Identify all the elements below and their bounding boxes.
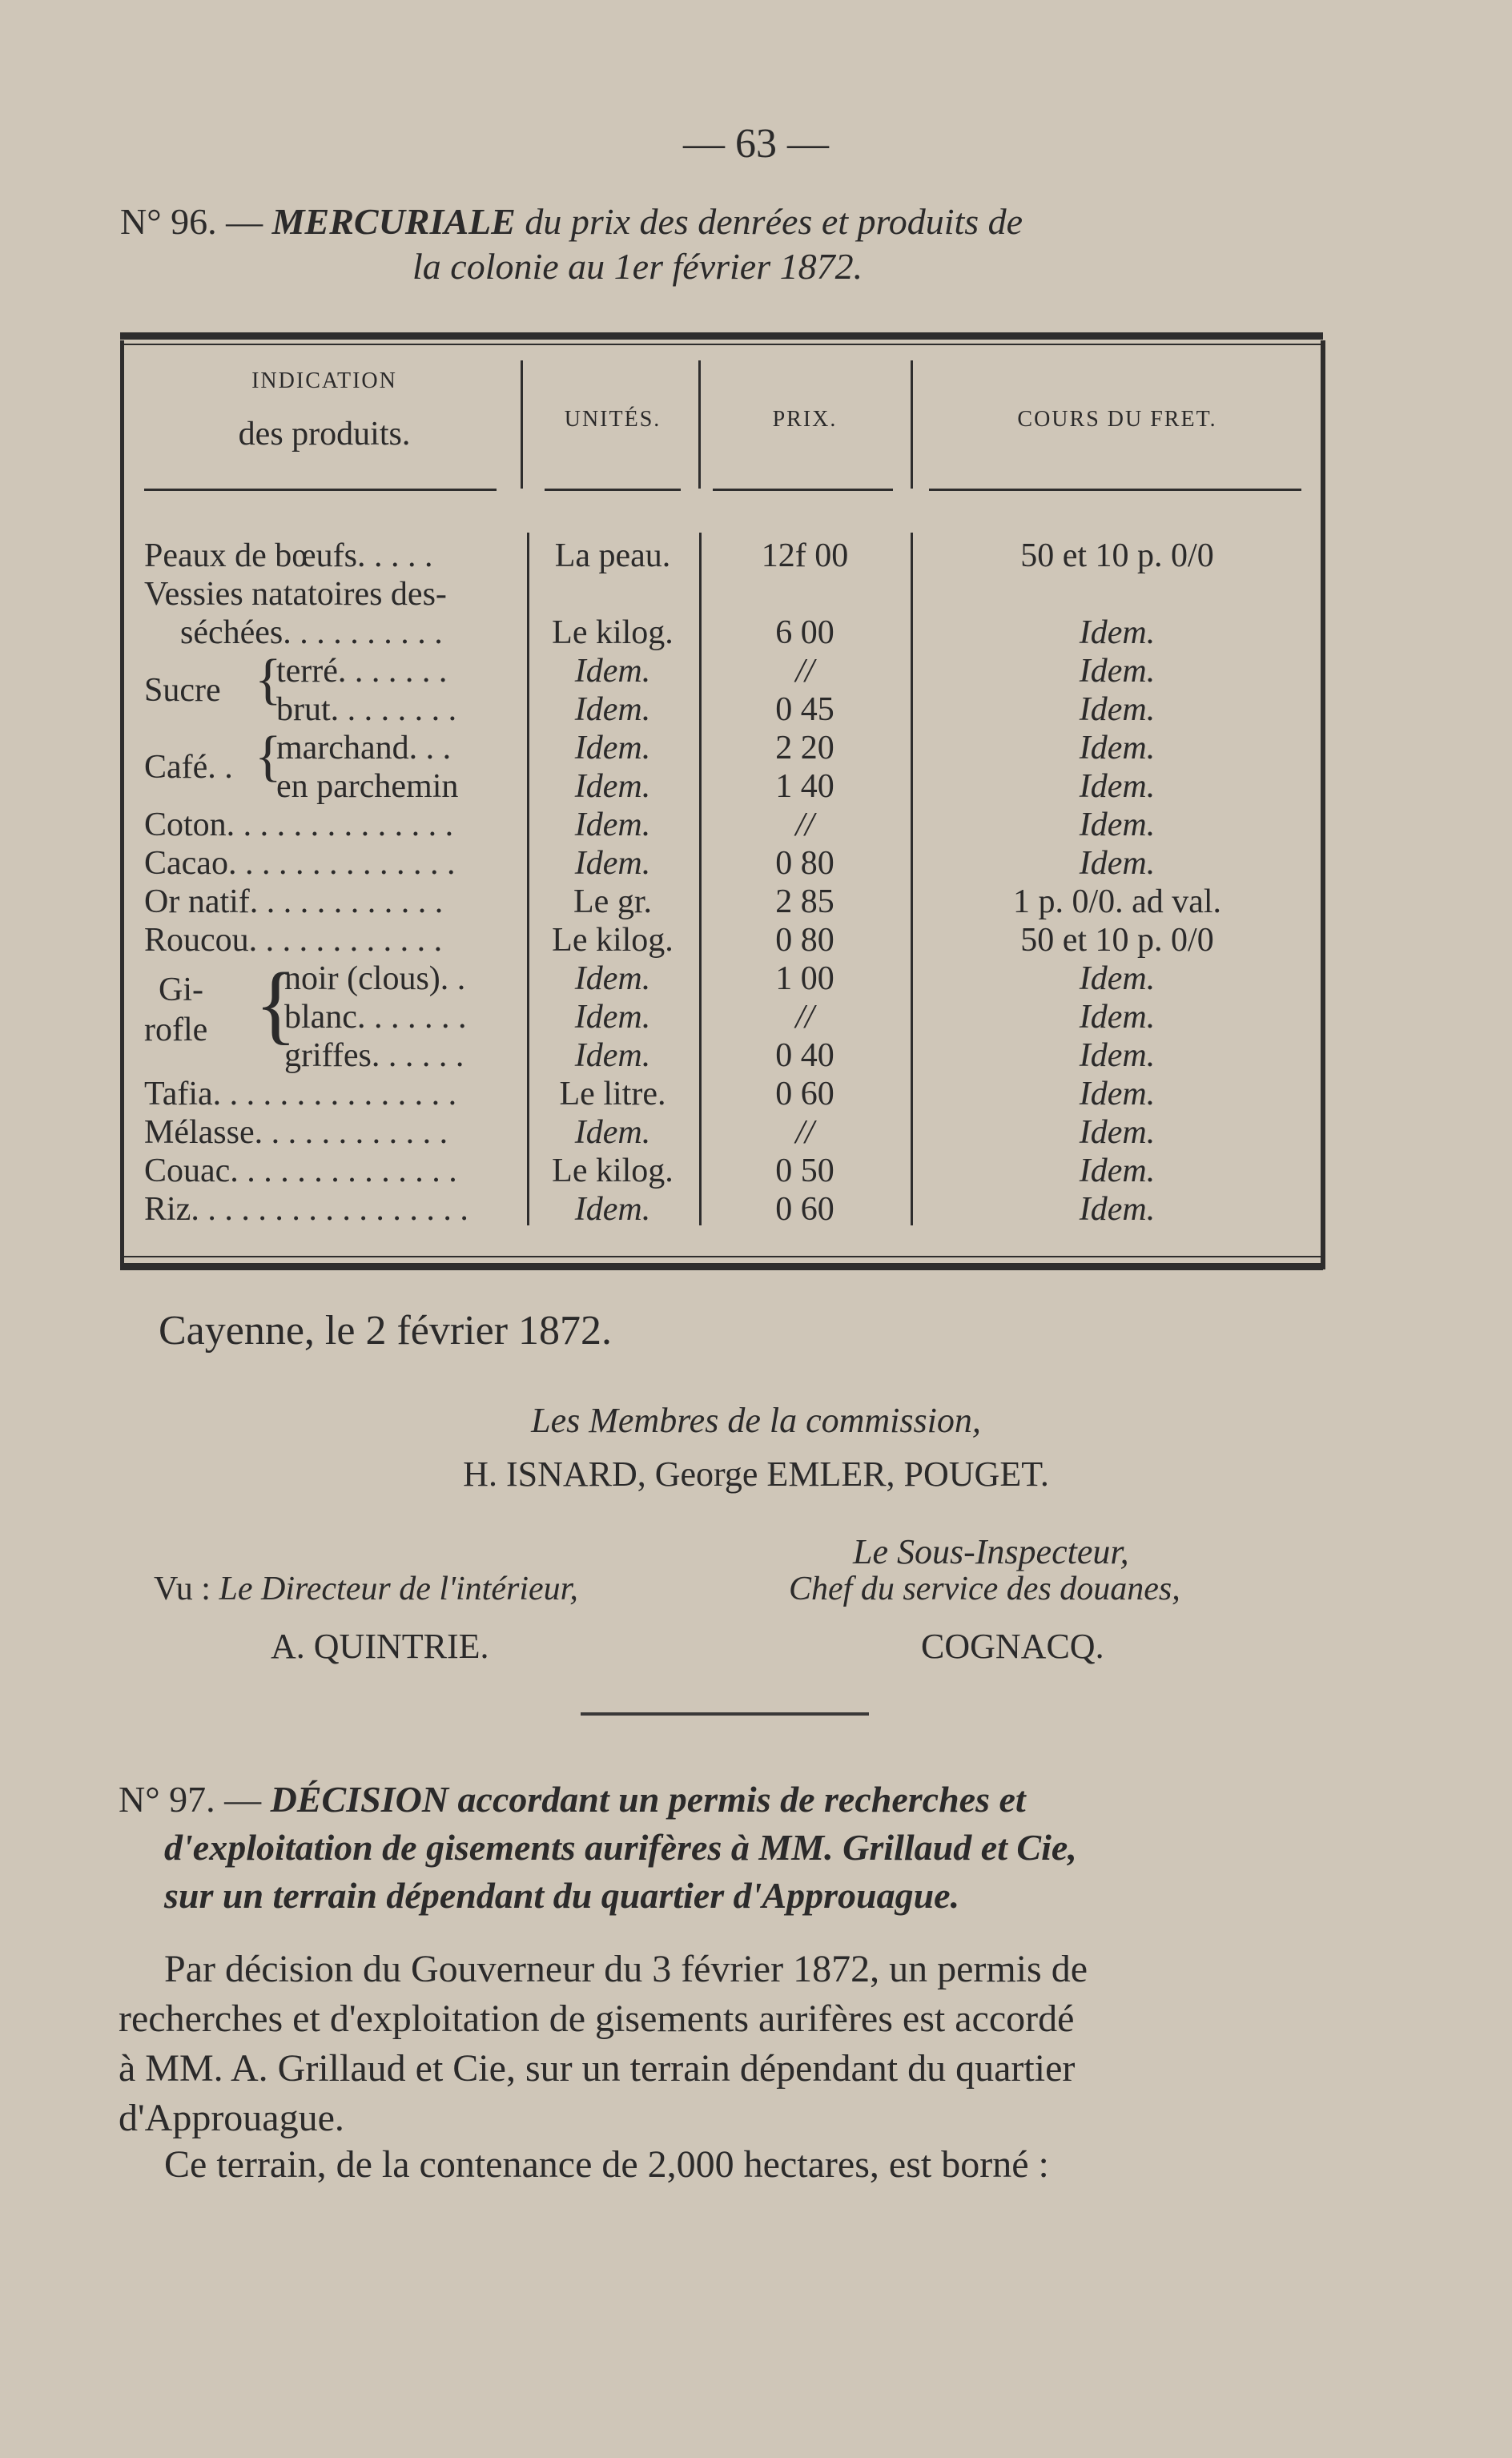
row-name: Peaux de bœufs. . . . . [144,537,433,574]
decision-line-2: d'exploitation de gisements aurifères à MM. Grillaud et Cie, [164,1827,1077,1868]
place-date: Cayenne, le 2 février 1872. [159,1308,613,1354]
header-indication: INDICATION [251,368,397,393]
row-unit: Le kilog. [552,614,674,651]
row-price: // [795,1114,814,1151]
row-price: 12f 00 [761,537,849,574]
row-price: 0 80 [775,922,834,959]
row-name: marchand. . . [276,730,452,766]
row-price: // [795,999,814,1036]
row-unit: Le litre. [559,1076,666,1112]
row-fret: Idem. [1079,1076,1156,1112]
table-top-rule-thin [120,344,1323,345]
commission-label: Les Membres de la commission, [531,1401,981,1440]
col-sep-header-2 [698,360,701,489]
paragraph-line-4: d'Approuague. [119,2097,344,2139]
row-price: // [795,653,814,690]
vu-line [154,1570,578,1608]
row-name: Roucou. . . . . . . . . . . . [144,922,443,959]
row-unit: Idem. [574,960,651,997]
decision-word: DÉCISION [270,1779,449,1820]
row-unit: Idem. [574,1191,651,1228]
row-price: 6 00 [775,614,834,651]
decision-line-3: sur un terrain dépendant du quartier d'Approuague. [164,1875,960,1916]
row-name: noir (clous). . [284,960,466,997]
table-bottom-rule-thin [120,1256,1323,1257]
brace-sucre: { [255,649,282,710]
row-unit: Idem. [574,1037,651,1074]
section-divider [581,1712,869,1716]
row-unit: Le gr. [573,883,652,920]
group-girofle-1: Gi- [159,972,203,1008]
group-cafe: Café. . [144,749,233,786]
row-unit: Idem. [574,691,651,728]
row-name: terré. . . . . . . [276,653,448,690]
title-word: MERCURIALE [271,201,516,242]
row-fret: Idem. [1079,1191,1156,1228]
table-bottom-rule [120,1263,1323,1270]
row-fret: Idem. [1079,1037,1156,1074]
title-text-2: la colonie au 1er février 1872. [412,246,863,287]
row-unit: Idem. [574,1114,651,1151]
row-fret: Idem. [1079,614,1156,651]
row-price: 0 50 [775,1153,834,1189]
group-sucre: Sucre [144,672,221,709]
row-name: Coton. . . . . . . . . . . . . . [144,807,454,843]
brace-cafe: { [255,726,282,787]
row-fret: Idem. [1079,807,1156,843]
vu-label: Vu : [154,1571,211,1607]
decision-line-1: accordant un permis de recherches et [457,1779,1026,1820]
row-fret: Idem. [1079,691,1156,728]
row-name: Mélasse. . . . . . . . . . . . [144,1114,448,1151]
paragraph-line-1: Par décision du Gouverneur du 3 février 1872, un permis de [164,1948,1088,1990]
row-unit: La peau. [554,537,671,574]
header-prix: PRIX. [772,407,838,432]
row-name: Cacao. . . . . . . . . . . . . . [144,845,456,882]
header-cours: COURS DU FRET. [1017,407,1217,432]
decision-number: N° 97. — [119,1779,262,1820]
row-price: 1 00 [775,960,834,997]
col-sep-3 [911,533,913,1225]
directeur-name: A. QUINTRIE. [271,1627,489,1666]
row-name: séchées. . . . . . . . . . [180,614,443,651]
row-unit: Idem. [574,845,651,882]
row-unit: Idem. [574,768,651,805]
group-girofle-2: rofle [144,1012,208,1048]
row-fret: Idem. [1079,1114,1156,1151]
row-fret: Idem. [1079,653,1156,690]
row-name: brut. . . . . . . . [276,691,457,728]
table-left-border [120,340,124,1269]
row-name: Tafia. . . . . . . . . . . . . . . [144,1076,457,1112]
row-fret: 50 et 10 p. 0/0 [1020,922,1214,959]
row-price: 0 60 [775,1076,834,1112]
brace-girofle: { [255,955,297,1052]
title-text-1: du prix des denrées et produits de [525,201,1023,242]
row-fret: Idem. [1079,845,1156,882]
header-unites: UNITÉS. [564,407,662,432]
row-unit: Idem. [574,730,651,766]
header-underline-4 [929,489,1301,491]
row-price: 0 80 [775,845,834,882]
directeur-label: Le Directeur de l'intérieur, [219,1571,578,1607]
row-unit: Le kilog. [552,1153,674,1189]
chef-service-label: Chef du service des douanes, [789,1571,1180,1607]
row-fret: Idem. [1079,1153,1156,1189]
row-name: Riz. . . . . . . . . . . . . . . . . [144,1191,468,1228]
col-sep-header-1 [521,360,523,489]
sous-inspecteur-label: Le Sous-Inspecteur, [853,1532,1129,1571]
page-number: — 63 — [683,121,829,167]
row-fret: Idem. [1079,730,1156,766]
row-price: 0 60 [775,1191,834,1228]
table-top-rule [120,332,1323,340]
header-underline-2 [545,489,681,491]
col-sep-header-3 [911,360,913,489]
row-name: en parchemin [276,768,459,805]
row-price: 2 20 [775,730,834,766]
row-price: 0 40 [775,1037,834,1074]
row-price: 2 85 [775,883,834,920]
header-indication-sub: des produits. [238,416,411,453]
title-number: N° 96. — [120,201,263,242]
table-right-border [1321,340,1325,1269]
row-unit: Le kilog. [552,922,674,959]
row-fret: Idem. [1079,960,1156,997]
row-price: 0 45 [775,691,834,728]
row-name: Vessies natatoires des- [144,576,447,613]
paragraph-line-2: recherches et d'exploitation de gisements aurifères est accordé [119,1997,1075,2040]
row-fret: Idem. [1079,768,1156,805]
header-underline-3 [713,489,893,491]
row-fret: Idem. [1079,999,1156,1036]
row-name: Or natif. . . . . . . . . . . . [144,883,444,920]
row-unit: Idem. [574,807,651,843]
header-underline-1 [144,489,497,491]
row-fret: 1 p. 0/0. ad val. [1012,883,1222,920]
row-name: griffes. . . . . . [284,1037,464,1074]
row-unit: Idem. [574,999,651,1036]
mercuriale-title-line-1 [120,200,1023,243]
row-price: 1 40 [775,768,834,805]
row-name: Couac. . . . . . . . . . . . . . [144,1153,457,1189]
paragraph-line-3: à MM. A. Grillaud et Cie, sur un terrain dépendant du quartier [119,2047,1076,2090]
row-name: blanc. . . . . . . [284,999,467,1036]
decision-title-line-1 [119,1778,1026,1820]
row-fret: 50 et 10 p. 0/0 [1020,537,1214,574]
commission-names: H. ISNARD, George EMLER, POUGET. [463,1454,1049,1494]
chef-name: COGNACQ. [921,1627,1104,1666]
row-unit: Idem. [574,653,651,690]
row-price: // [795,807,814,843]
paragraph-line-5: Ce terrain, de la contenance de 2,000 hectares, est borné : [164,2143,1049,2186]
col-sep-2 [699,533,702,1225]
